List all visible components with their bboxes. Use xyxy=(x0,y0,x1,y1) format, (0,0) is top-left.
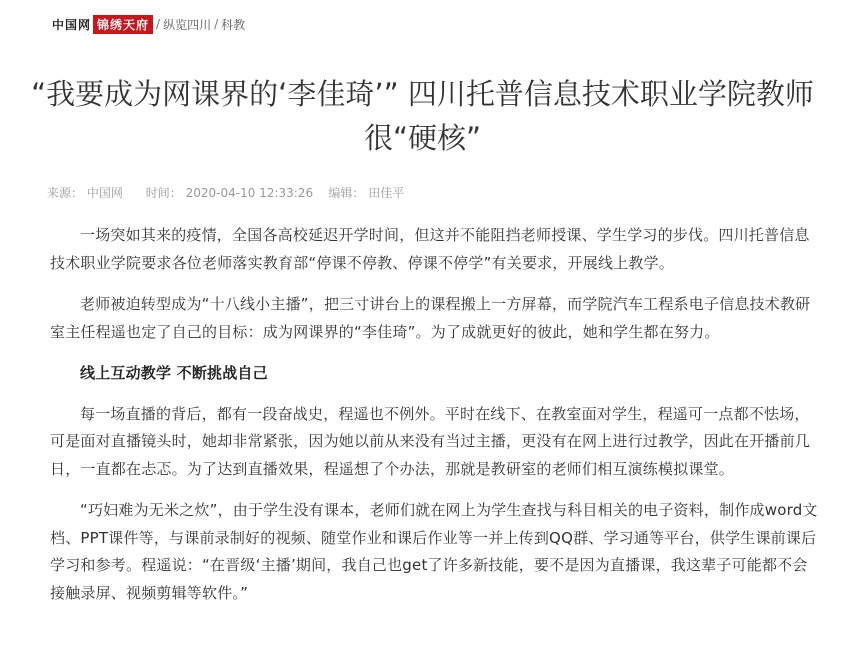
time-value: 2020-04-10 12:33:26 xyxy=(185,186,314,200)
breadcrumb-separator: / xyxy=(214,17,219,31)
paragraph: 一场突如其来的疫情，全国各高校延迟开学时间，但这并不能阻挡老师授课、学生学习的步伐。四川托普信息技术职业学院要求各位老师落实教育部“停课不停教、停课不停学”有关要求，开展线上教学。 xyxy=(50,226,810,272)
meta-gap xyxy=(317,186,325,200)
editor-label: 编辑： xyxy=(328,186,365,200)
breadcrumb-separator: / xyxy=(156,17,161,31)
source-label: 来源： xyxy=(47,186,84,200)
section-subheading: 线上互动教学 不断挑战自己 xyxy=(80,364,268,382)
paragraph: 每一场直播的背后，都有一段奋战史，程遥也不例外。平时在线下、在教室面对学生，程遥可一点都不怯场，可是面对直播镜头时，她却非常紧张，因为她以前从来没有当过主播，更没有在网上进行过教学，因此在开播前几日，一直都在忐忑。为了达到直播效果，程遥想了个办法，那就是教研室的老师们相互演练模拟课堂。 xyxy=(50,404,811,478)
article-body xyxy=(50,222,822,621)
channel-logo[interactable]: 锦绣天府 xyxy=(93,15,153,34)
source-value: 中国网 xyxy=(86,186,123,200)
meta-gap xyxy=(127,186,142,200)
breadcrumb-science-education[interactable]: 科教 xyxy=(221,17,246,32)
site-header xyxy=(52,14,245,34)
time-label: 时间： xyxy=(145,186,182,200)
breadcrumb-sichuan[interactable]: 纵览四川 xyxy=(163,17,212,32)
paragraph: 老师被迫转型成为“十八线小主播”，把三寸讲台上的课程搬上一方屏幕，而学院汽车工程系电子信息技术教研室主任程遥也定了自己的目标：成为网课界的“李佳琦”。为了成就更好的彼此，她和学生都在努力。 xyxy=(50,295,811,341)
paragraph: “巧妇难为无米之炊”，由于学生没有课本，老师们就在网上为学生查找与科目相关的电子资料，制作成word文档、PPT课件等，与课前录制好的视频、随堂作业和课后作业等一并上传到QQ群、学习通等平台，供学生课前课后学习和参考。程遥说：“在晋级‘主播’期间，我自己也get了许多新技能，要不是因为直播课，我这辈子可能都不会接触录屏、视频剪辑等软件。” xyxy=(50,501,818,602)
article-meta xyxy=(47,184,404,201)
article-title: “我要成为网课界的‘李佳琦’” 四川托普信息技术职业学院教师很“硬核” xyxy=(31,77,814,155)
editor-value: 田佳平 xyxy=(368,186,405,200)
site-logo[interactable]: 中国网 xyxy=(52,17,92,32)
